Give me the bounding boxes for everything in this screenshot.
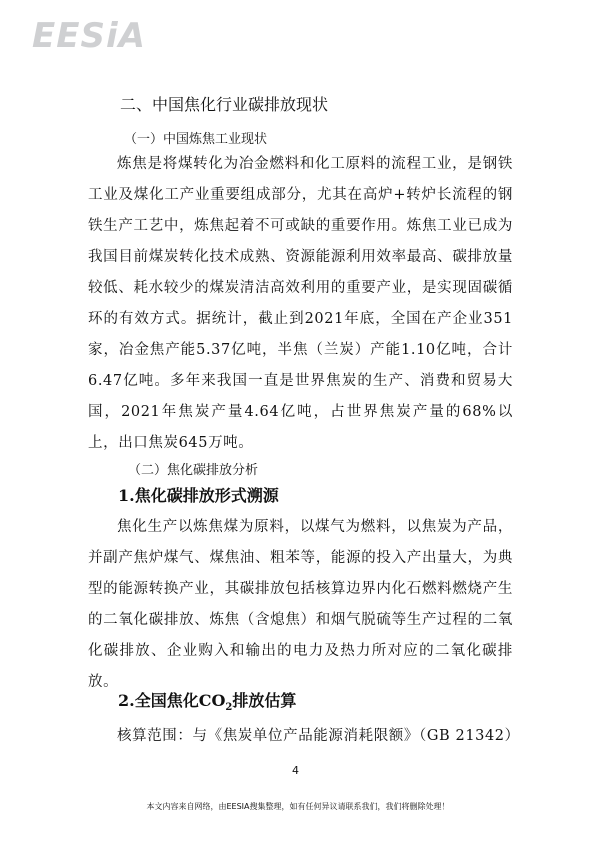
paragraph-coking-industry-text: 炼焦是将煤转化为冶金燃料和化工原料的流程工业，是钢铁工业及煤化工产业重要组成部分，尤其在高炉+转炉长流程的钢铁生产工艺中，炼焦起着不可或缺的重要作用。炼焦工业已成为我国目前煤炭转化技术成熟、资源能源利用效率最高、碳排放量较低、耗水较少的煤炭清洁高效利用的重要产业，是实现固碳循环的有效方式。据统计，截止到2021年底，全国在产企业351家，冶金焦产能5.37亿吨，半焦（兰炭）产能1.10亿吨，合计6.47亿吨。多年来我国一直是世界焦炭的生产、消费和贸易大国，2021年焦炭产量4.64亿吨，占世界焦炭产量的68%以上，出口焦炭645万吨。	[88, 156, 513, 451]
heading-emission-sources: 1.焦化碳排放形式溯源	[118, 486, 279, 505]
page-number: 4	[292, 764, 299, 777]
paragraph-emission-sources	[88, 512, 513, 698]
scope-line: 核算范围：与《焦炭单位产品能源消耗限额》（GB 21342）	[117, 728, 520, 744]
paragraph-emission-sources-text: 焦化生产以炼焦煤为原料，以煤气为燃料，以焦炭为产品，并副产焦炉煤气、煤焦油、粗苯等，能源的投入产出量大，为典型的能源转换产业，其碳排放包括核算边界内化石燃料燃烧产生的二氧化碳排放、炼焦（含熄焦）和烟气脱硫等生产过程的二氧化碳排放、企业购入和输出的电力及热力所对应的二氧化碳排放。	[88, 519, 513, 690]
heading-co2-prefix: 2.全国焦化CO	[118, 691, 226, 710]
heading-co2-estimate	[118, 688, 296, 713]
heading-co2-suffix: 排放估算	[232, 691, 297, 710]
subsection-1-heading: （一）中国炼焦工业现状	[124, 132, 268, 147]
paragraph-coking-industry	[88, 149, 513, 459]
section-2-heading: 二、中国焦化行业碳排放现状	[120, 95, 329, 114]
eesia-logo: EESiA	[32, 16, 146, 56]
heading-co2-subscript: 2	[225, 702, 233, 714]
footer-disclaimer: 本文内容来自网络，由EESIA搜集整理，如有任何异议请联系我们，我们将删除处理！	[146, 802, 450, 811]
subsection-2-heading: （二）焦化碳排放分析	[128, 463, 259, 478]
